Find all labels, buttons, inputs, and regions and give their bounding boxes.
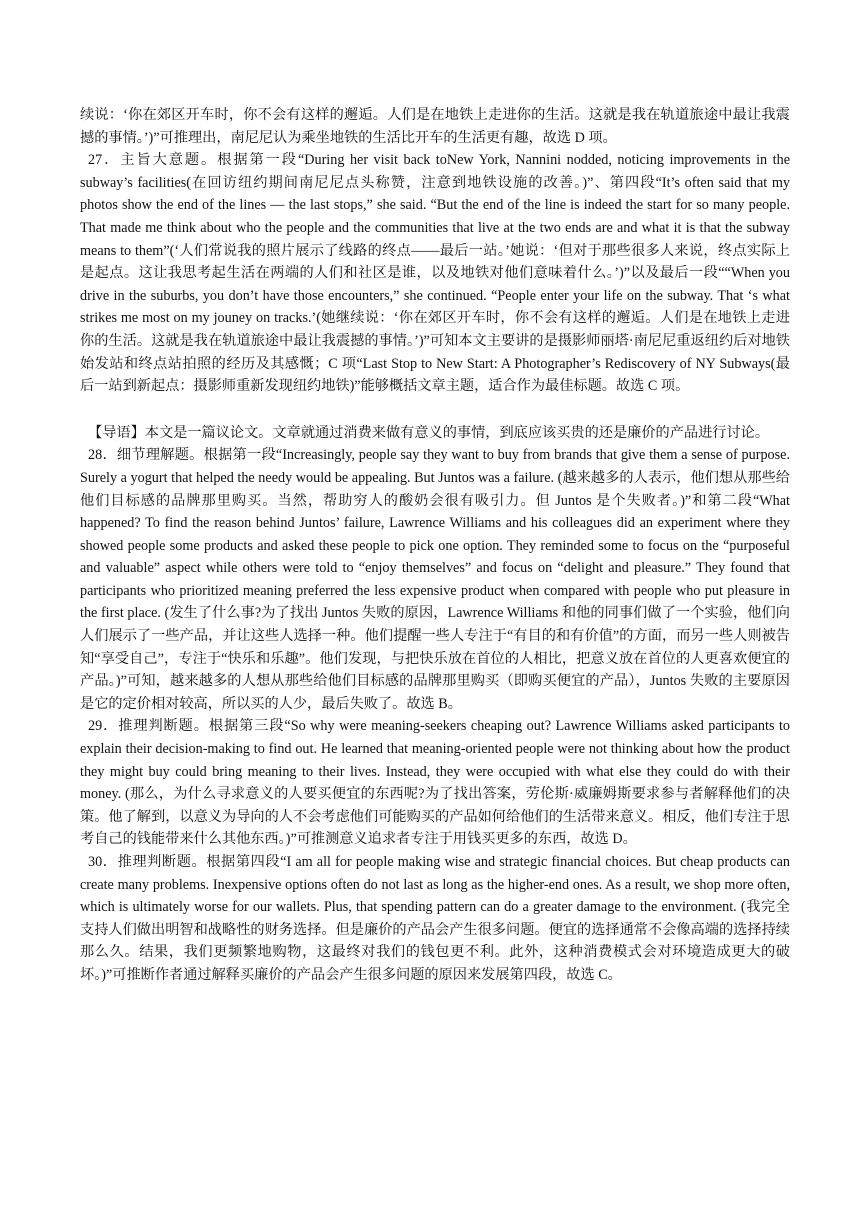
answer-28: 28．细节理解题。根据第一段“Increasingly, people say they want to buy from brands that give them a sense of purpose. Surely a yogurt that helped the needy would be appealing. But Juntos was a failure. (越来越多的人表示，他们想从那些给他们目标感的品牌那里购买。当然，帮助穷人的酸奶会很有吸引力。但 Juntos 是个失败者。)”和第二段“What happened? To find the reason behind Juntos’ failure, Lawrence Williams and his colleagues did an experiment where they showed people some products and asked these people to pick one option. They reminded some to focus on the “purposeful and valuable” aspect while others were told to “enjoy themselves” and focus on “delight and pleasure.” They found that participants who prioritized meaning preferred the less expensive product when compared with people who put pleasure in the first place. (发生了什么事?为了找出 Juntos 失败的原因，Lawrence Williams 和他的同事们做了一个实验，他们向人们展示了一些产品，并让这些人选择一种。他们提醒一些人专注于“有目的和有价值”的方面，而另一些人则被告知“享受自己”，专注于“快乐和乐趣”。他们发现，与把快乐放在首位的人相比，把意义放在首位的人更喜欢便宜的产品。)”可知，越来越多的人想从那些给他们目标感的品牌那里购买（即购买便宜的产品），Juntos 失败的主要原因是它的定价相对较高，所以买的人少，最后失败了。故选 B。 (80, 447, 790, 712)
passage-intro: 【导语】本文是一篇议论文。文章就通过消费来做有意义的事情，到底应该买贵的还是廉价的产品进行讨论。 (88, 424, 770, 441)
answer-29: 29．推理判断题。根据第三段“So why were meaning-seekers cheaping out? Lawrence Williams asked participants to explain their decision-making to find out. He learned that meaning-oriented people were not thinking about how the product they might buy could bring meaning to their lives. Instead, they were occupied with what else they could do with their money. (那么，为什么寻求意义的人要买便宜的东西呢?为了找出答案，劳伦斯·威廉姆斯要求参与者解释他们的决策。他了解到，以意义为导向的人不会考虑他们可能购买的产品如何给他们的生活带来意义。相反，他们专注于思考自己的钱能带来什么其他东西。)”可推测意义追求者专注于用钱买更多的东西，故选 D。 (80, 718, 790, 848)
section-gap (80, 398, 790, 422)
answer-30: 30．推理判断题。根据第四段“I am all for people making wise and strategic financial choices. But cheap products can create many problems. Inexpensive options often do not last as long as the higher-end ones. As a result, we shop more often, which is ultimately worse for our wallets. Plus, that spending pattern can do a greater damage to the environment. (我完全支持人们做出明智和战略性的财务选择。但是廉价的产品会产生很多问题。便宜的选择通常不会像高端的选择持续那么久。结果，我们更频繁地购物，这最终对我们的钱包更不利。此外，这种消费模式会对环境造成更大的破坏。)”可推断作者通过解释买廉价的产品会产生很多问题的原因来发展第四段，故选 C。 (80, 854, 790, 983)
answer-26-continuation: 续说：‘你在郊区开车时，你不会有这样的邂逅。人们是在地铁上走进你的生活。这就是我在轨道旅途中最让我震撼的事情。’)”可推理出，南尼尼认为乘坐地铁的生活比开车的生活更有趣，故选 D 项。 (80, 107, 790, 146)
answer-27: 27．主旨大意题。根据第一段“During her visit back toNew York, Nannini nodded, noticing improvements in the subway’s facilities(在回访纽约期间南尼尼点头称赞，注意到地铁设施的改善。)”、第四段“It’s often said that my photos show the end of the lines — the last stops,” she said. “But the end of the line is indeed the start for so many people. That made me think about who the people and the communities that live at the two ends are and what it is that the subway means to them”(‘人们常说我的照片展示了线路的终点——最后一站。’她说：‘但对于那些很多人来说，终点实际上是起点。这让我思考起生活在两端的人们和社区是谁，以及地铁对他们意味着什么。’)”以及最后一段““When you drive in the suburbs, you don’t have those encounters,” she continued. “People enter your life on the subway. That ‘s what strikes me most on my jouney on tracks.’(她继续说：‘你在郊区开车时，你不会有这样的邂逅。人们是在地铁上走进你的生活。这就是我在轨道旅途中最让我震撼的事情。’)”可知本文主要讲的是摄影师丽塔·南尼尼重返纽约后对地铁始发站和终点站拍照的经历及其感慨；C 项“Last Stop to New Start: A Photographer’s Rediscovery of NY Subways(最后一站到新起点：摄影师重新发现纽约地铁)”能够概括文章主题，适合作为最佳标题。故选 C 项。 (80, 152, 790, 395)
document-page (80, 104, 790, 987)
